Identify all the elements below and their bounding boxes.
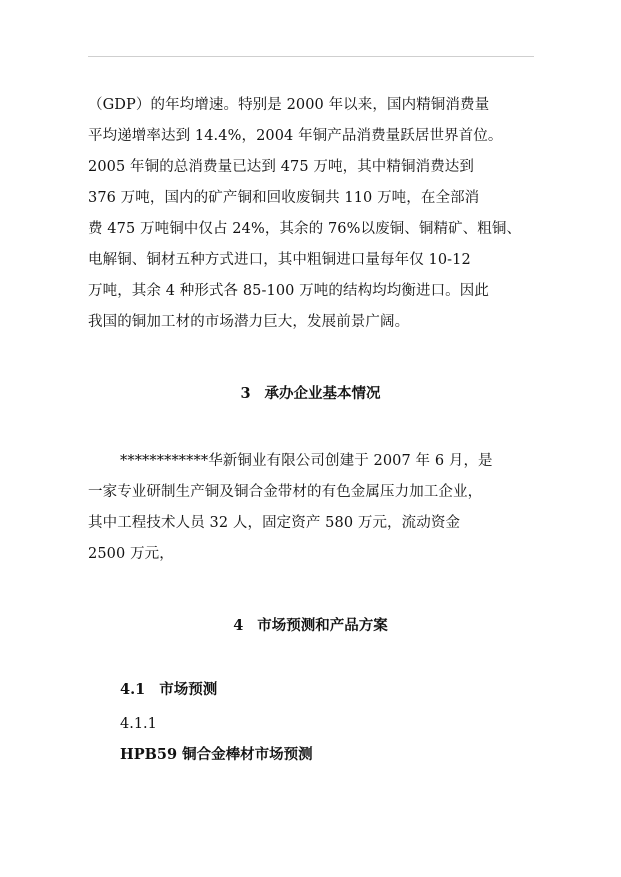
section-title: 市场预测	[159, 681, 218, 698]
section-number: 4.1.1	[120, 716, 157, 732]
section-number: 3	[240, 385, 251, 402]
section-number: 4.1	[120, 681, 146, 698]
section-number: 4	[233, 617, 244, 634]
section-heading-4	[0, 616, 621, 636]
paragraph-line: 费 475 万吨铜中仅占 24%，其余的 76%以废铜、铜精矿、粗铜、	[88, 221, 522, 237]
header-divider	[88, 56, 534, 57]
paragraph-line: 其中工程技术人员 32 人，固定资产 580 万元，流动资金	[88, 515, 461, 531]
section-heading-3	[0, 384, 621, 404]
paragraph-line: （GDP）的年均增速。特别是 2000 年以来，国内精铜消费量	[88, 97, 490, 113]
section-title: 市场预测和产品方案	[257, 617, 388, 634]
section-title: 承办企业基本情况	[264, 385, 381, 402]
paragraph-line: 平均递增率达到 14.4%，2004 年铜产品消费量跃居世界首位。	[88, 128, 503, 144]
section-title-4-1-1: HPB59 铜合金棒材市场预测	[120, 746, 313, 763]
paragraph-line: 376 万吨，国内的矿产铜和回收废铜共 110 万吨，在全部消	[88, 190, 480, 206]
paragraph-line: 电解铜、铜材五种方式进口，其中粗铜进口量每年仅 10-12	[88, 252, 471, 268]
section-heading-4-1-1	[120, 714, 157, 734]
paragraph-line: 2500 万元，	[88, 546, 174, 562]
section-heading-4-1	[120, 680, 217, 700]
paragraph-line: 万吨，其余 4 种形式各 85-100 万吨的结构均均衡进口。因此	[88, 283, 489, 299]
paragraph-line: 我国的铜加工材的市场潜力巨大，发展前景广阔。	[88, 314, 410, 330]
paragraph-line: 一家专业研制生产铜及铜合金带材的有色金属压力加工企业，	[88, 484, 483, 500]
paragraph-line: 2005 年铜的总消费量已达到 475 万吨，其中精铜消费达到	[88, 159, 475, 175]
paragraph-line: ************华新铜业有限公司创建于 2007 年 6 月，是	[120, 453, 493, 469]
